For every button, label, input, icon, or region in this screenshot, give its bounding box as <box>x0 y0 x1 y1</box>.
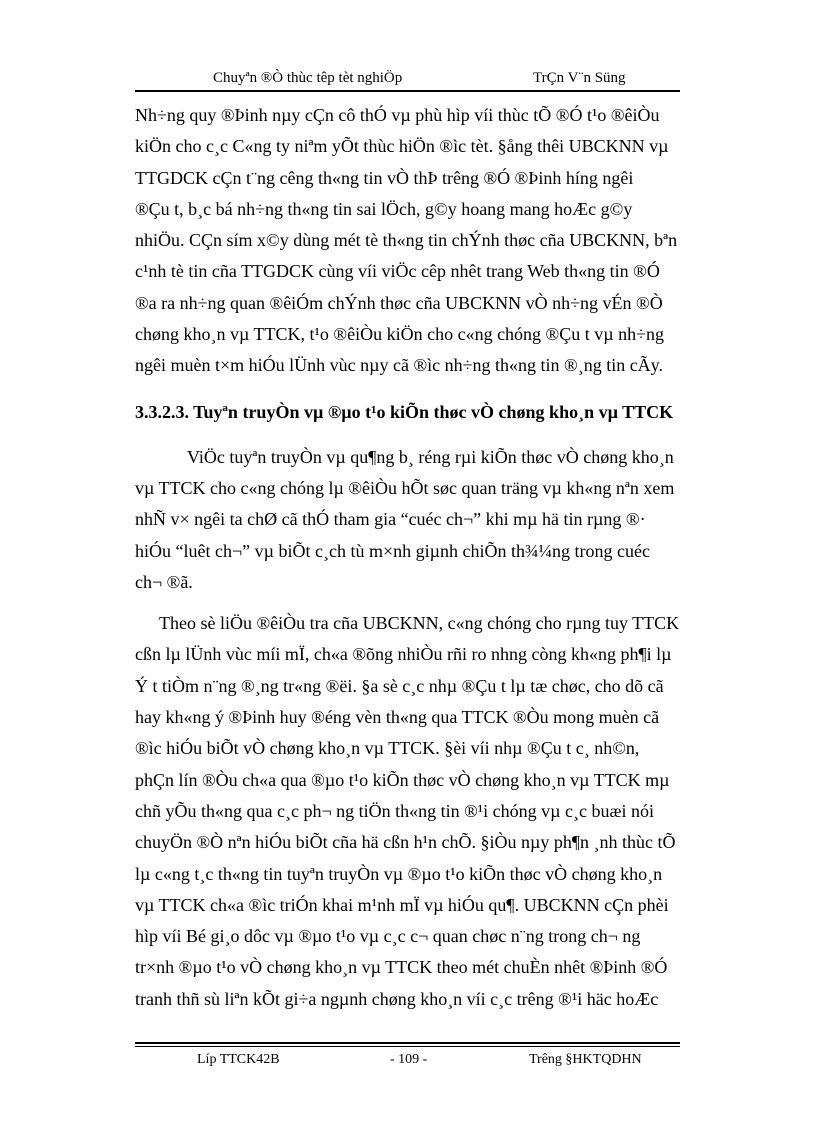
text-line: vµ TTCK cho c«ng chóng lµ ®êiÒu hÕt søc quan träng vµ kh«ng nªn xem <box>135 477 675 498</box>
text-line: lµ c«ng t¸c th«ng tin tuyªn truyÒn vµ ®µo t¹o kiÕn thøc vÒ chøng kho¸n <box>135 863 663 884</box>
header-thesis-title: Chuyªn ®Ò thùc têp tèt nghiÖp <box>213 70 403 86</box>
footer-class: Líp TTCK42B <box>197 1052 280 1067</box>
text-line: cßn lµ lÜnh vùc míi mÏ, ch«a ®õng nhiÒu rñi ro nhng còng kh«ng ph¶i lµ <box>135 644 672 665</box>
paragraph-1 <box>135 100 717 382</box>
header-author: TrÇn V¨n Süng <box>533 70 626 86</box>
page-number: - 109 - <box>390 1052 428 1067</box>
footer-rule-thin <box>135 1046 680 1047</box>
text-line: hay kh«ng ý ®Þinh huy ®éng vèn th«ng qua TTCK ®Òu mong muèn cã <box>135 707 660 728</box>
text-line: chuyÖn ®Ò nªn hiÓu biÕt cña hä cßn h¹n chÕ. §iÒu nµy ph¶n ¸nh thùc tÕ <box>135 832 676 853</box>
paragraph-3 <box>135 608 717 1015</box>
text-line: chøng kho¸n vµ TTCK, t¹o ®êiÒu kiÖn cho c«ng chóng ®Çu t vµ nh÷ng <box>135 324 664 345</box>
text-line: kiÖn cho c¸c C«ng ty niªm yÕt thùc hiÖn ®ìc tèt. §ång thêi UBCKNN vµ <box>135 136 669 157</box>
text-line: TTGDCK cÇn t¨ng cêng th«ng tin vÒ thÞ trêng ®Ó ®Þinh híng ngêi <box>135 167 634 188</box>
text-line: chñ yÕu th«ng qua c¸c ph¬ ng tiÖn th«ng tin ®¹i chóng vµ c¸c buæi nói <box>135 800 655 821</box>
text-line: nhiÖu. CÇn sím x©y dùng mét tè th«ng tin chÝnh thøc cña UBCKNN, bªn <box>135 230 678 251</box>
text-line: hìp víi Bé gi¸o dôc vµ ®µo t¹o vµ c¸c c¬ quan chøc n¨ng trong ch¬ ng <box>135 926 641 947</box>
text-line: ViÖc tuyªn truyÒn vµ qu¶ng b¸ réng rµi kiÕn thøc vÒ chøng kho¸n <box>187 446 674 467</box>
footer-university: Trêng §HKTQDHN <box>529 1052 642 1067</box>
header-rule <box>135 90 680 92</box>
text-line: ®a ra nh÷ng quan ®êiÓm chÝnh thøc cña UBCKNN vÒ nh÷ng vÉn ®Ò <box>135 292 663 313</box>
text-line: Nh÷ng quy ®Þinh nµy cÇn cô thÓ vµ phù hìp víi thùc tÕ ®Ó t¹o ®êiÒu <box>135 105 660 125</box>
section-heading: 3.3.2.3. Tuyªn truyÒn vµ ®µo t¹o kiÕn thøc vÒ chøng kho¸n vµ TTCK <box>135 401 674 422</box>
text-line: tranh thñ sù liªn kÕt gi÷a ngµnh chøng kho¸n víi c¸c trêng ®¹i häc hoÆc <box>135 988 659 1009</box>
text-line: nhÑ v× ngêi ta chØ cã thÓ tham gia “cuéc ch¬” khi mµ hä tin rµng ®· <box>135 509 646 530</box>
text-line: ch¬ ®ã. <box>135 571 193 592</box>
page-header <box>135 64 680 92</box>
footer-rule-thick <box>135 1042 680 1044</box>
paragraph-2 <box>135 442 717 598</box>
text-line: tr×nh ®µo t¹o vÒ chøng kho¸n vµ TTCK theo mét chuÈn nhêt ®Þinh ®Ó <box>135 957 668 978</box>
text-line: phÇn lín ®Òu ch«a qua ®µo t¹o kiÕn thøc vÒ chøng kho¸n vµ TTCK mµ <box>135 769 670 790</box>
text-line: ®ìc hiÓu biÕt vÒ chøng kho¸n vµ TTCK. §èi víi nhµ ®Çu t c¸ nh©n, <box>135 738 640 759</box>
spacer <box>135 382 717 392</box>
text-line: vµ TTCK ch«a ®ìc triÓn khai m¹nh mÏ vµ hiÓu qu¶. UBCKNN cÇn phèi <box>135 894 669 915</box>
page-body <box>135 100 717 1015</box>
spacer <box>135 432 717 442</box>
page-footer <box>135 1042 680 1082</box>
text-line: Theo sè liÖu ®êiÒu tra cña UBCKNN, c«ng chóng cho rµng tuy TTCK <box>159 613 680 634</box>
text-line: ngêi muèn t×m hiÓu lÜnh vùc nµy cã ®ìc nh÷ng th«ng tin ®¸ng tin cÃy. <box>135 355 664 376</box>
text-line: c¹nh tè tin cña TTGDCK cùng víi viÖc cêp nhêt trang Web th«ng tin ®Ó <box>135 261 660 282</box>
text-line: hiÓu “luêt ch¬” vµ biÕt c¸ch tù m×nh giµnh chiÕn th¾¼ng trong cuéc <box>135 540 650 561</box>
text-line: Ý t tiÒm n¨ng ®¸ng tr«ng ®ëi. §a sè c¸c nhµ ®Çu t lµ tæ chøc, cho dõ cã <box>135 675 664 696</box>
text-line: ®Çu t, b¸c bá nh÷ng th«ng tin sai lÖch, g©y hoang mang hoÆc g©y <box>135 198 633 219</box>
spacer <box>135 598 717 608</box>
